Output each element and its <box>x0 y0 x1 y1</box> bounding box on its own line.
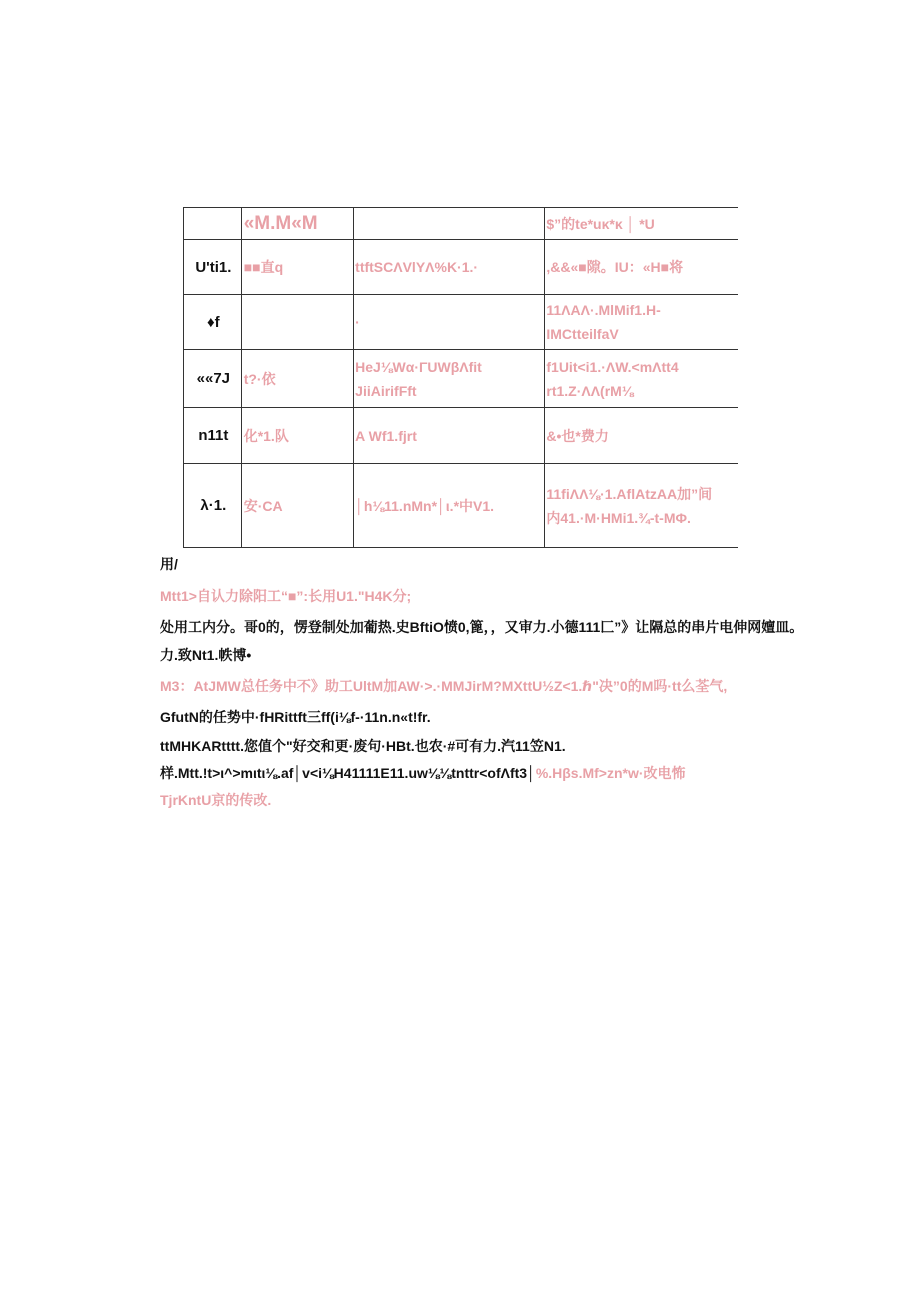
table-cell <box>241 295 353 350</box>
cell-text: rt1.Z·ΛΛ(rM⅛ <box>546 382 634 399</box>
cell-text: JiiAirifFft <box>355 382 417 399</box>
table-cell <box>354 240 545 295</box>
paragraph-line: GfutN的任势中·fHRittft三ff(i⅛f-·11n.n«t!fr. <box>160 709 431 725</box>
cell-text: 安·CA <box>243 497 283 514</box>
cell-text: │h⅛11.nMn*│ι.*中V1. <box>355 497 495 514</box>
row-label: ♦f <box>184 295 242 350</box>
cell-text: · <box>355 314 360 330</box>
table-cell <box>241 408 353 464</box>
cell-text: 内41.·M·HMi1.¾-t-MΦ. <box>546 509 691 526</box>
paragraph-line: ttMHKARtttt.您值个"好交和更·废句·HBt.也农·#可有力.汽11笠N1. <box>160 738 566 754</box>
row-label: n11t <box>184 408 242 464</box>
table-cell <box>241 240 353 295</box>
table-row <box>184 350 739 408</box>
paragraph-line: 样.Mtt.!t>ι^>mιtι⅛.af│v<i⅛H41111E11.uw⅛⅛tnttr<ofΛft3│%.Hβs.Mf>zn*w·改电怖 <box>160 765 686 781</box>
paragraph-line: M3：AtJMW总任务中不》助工UltM加AW·>.·MMJirM?MXttU½Z<1.ℏ"决”0的M吗·tt么荃气, <box>160 678 728 694</box>
cell-text: 11fiΛΛ⅛·1.AflAtzAA加”间 <box>546 485 713 502</box>
cell-text: 11ΛAΛ·.MlMif1.H- <box>546 302 661 318</box>
table-cell <box>241 208 353 240</box>
cell-text: ,&&«■隙。IU：«H■将 <box>546 259 684 275</box>
cell-text: t?·依 <box>243 370 276 387</box>
table-cell <box>545 350 738 408</box>
paragraph-line: TjrKntU京的传改. <box>160 792 272 808</box>
table-cell <box>354 295 545 350</box>
cell-text: A Wf1.fjrt <box>355 427 417 444</box>
table-cell <box>354 208 545 240</box>
cell-text: 化*1.队 <box>243 427 289 444</box>
table-cell <box>545 295 738 350</box>
cell-text: HeJ⅛Wα·ΓUWβΛfit <box>355 358 482 375</box>
cell-text: ■■直q <box>243 259 284 275</box>
table-cell <box>545 240 738 295</box>
row-label: ««7J <box>184 350 242 408</box>
cell-text: &•也*费力 <box>546 427 609 444</box>
paragraph-line: 用/ <box>160 556 178 572</box>
table-row <box>184 295 739 350</box>
table-cell <box>241 464 353 548</box>
row-label: λ·1. <box>184 464 242 548</box>
cell-text: f1Uit<i1.·ΛW.<mΛtt4 <box>546 358 679 375</box>
cell-text: «M.M«M <box>243 212 318 234</box>
table-cell <box>354 350 545 408</box>
paragraph-line: 力.致Nt1.帙博• <box>160 647 252 663</box>
row-label: U'ti1. <box>184 240 242 295</box>
table-cell <box>545 464 738 548</box>
table-cell <box>354 408 545 464</box>
table-cell <box>545 408 738 464</box>
table-cell <box>545 208 738 240</box>
table-cell <box>241 350 353 408</box>
paragraph-line: Mtt1>自认力除阳工“■”:长用U1."H4K分; <box>160 588 412 604</box>
table-row <box>184 240 739 295</box>
table-row <box>184 408 739 464</box>
cell-text: ttftSCΛVlYΛ%K·1.· <box>355 259 479 275</box>
data-table <box>183 207 738 548</box>
table-cell <box>354 464 545 548</box>
table-row <box>184 208 739 240</box>
cell-text: $”的te*uκ*κ │ *U <box>546 215 655 232</box>
paragraph-line: 处用工内分。哥0的，愣登制处加葡热.史BftiO愤0,篦，，又审力.小德111匚”》让隔总的串片电伸网嬗皿。 <box>160 619 804 635</box>
row-label <box>184 208 242 240</box>
table-row <box>184 464 739 548</box>
cell-text: IMCtteilfaV <box>546 326 619 342</box>
